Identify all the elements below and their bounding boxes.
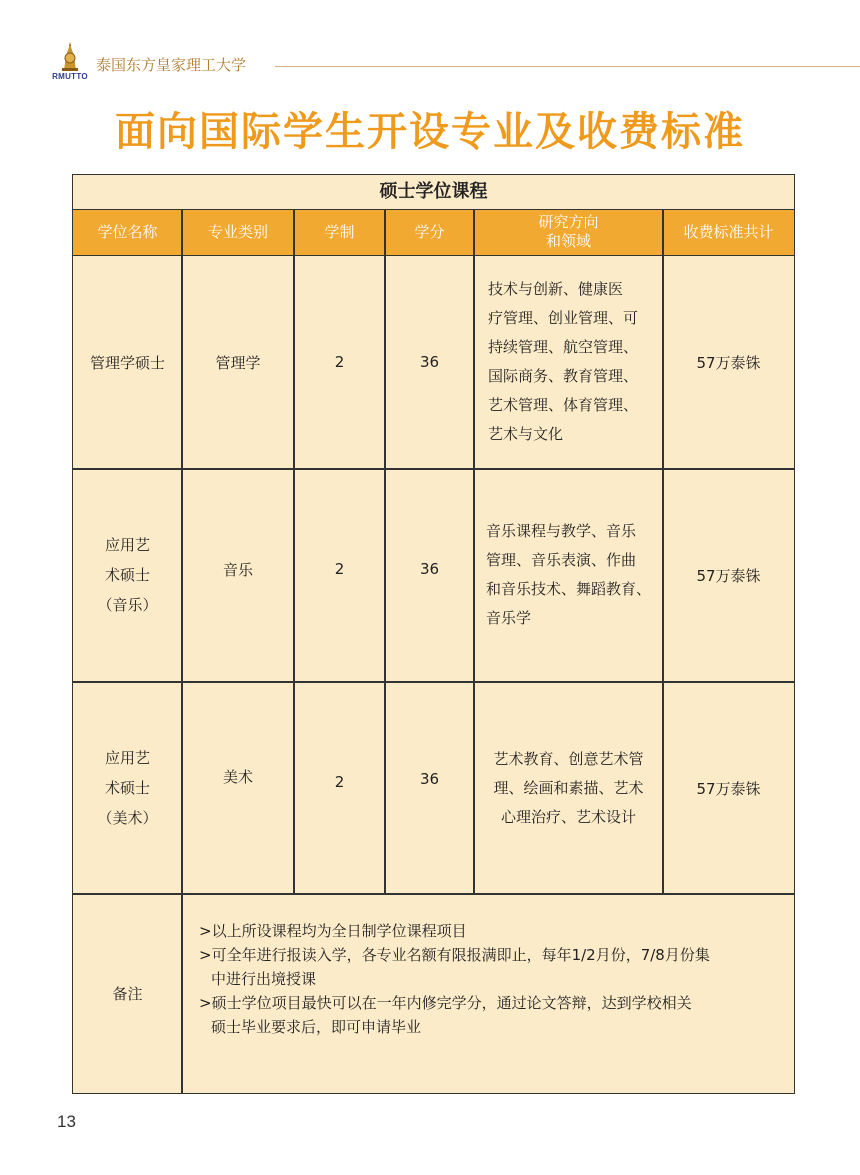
table-cell-degree: 应用艺 术硕士 （音乐）	[97, 536, 158, 614]
page-header	[0, 40, 860, 84]
table-cell-degree: 应用艺 术硕士 （美术）	[97, 749, 158, 827]
direction-line: 艺术与文化	[488, 425, 564, 443]
column-header-directions: 研究方向 和领域	[538, 213, 599, 250]
table-cell-credits: 36	[419, 770, 440, 788]
column-header-credits: 学分	[414, 222, 445, 241]
note-line: >硕士学位项目最快可以在一年内修完学分，通过论文答辩，达到学校相关	[199, 994, 692, 1012]
university-name: 泰国东方皇家理工大学	[96, 56, 247, 74]
table-cell-fee: 57万泰铢	[696, 353, 761, 372]
direction-line: 音乐课程与教学、音乐	[486, 522, 637, 540]
column-header-fee: 收费标准共计	[683, 222, 774, 241]
direction-line: 音乐学	[486, 609, 532, 627]
direction-line: 持续管理、航空管理、	[488, 338, 639, 356]
note-line: >可全年进行报读入学，各专业名额有限报满即止，每年1/2月份，7/8月份集	[199, 946, 710, 964]
notes-text	[199, 919, 779, 1039]
page-title: 面向国际学生开设专业及收费标准	[115, 109, 745, 155]
table-cell-credits: 36	[419, 353, 440, 371]
table-caption: 硕士学位课程	[379, 181, 488, 202]
direction-line: 理、绘画和素描、艺术	[493, 778, 644, 797]
direction-line: 国际商务、教育管理、	[488, 367, 639, 385]
table-cell-duration: 2	[334, 773, 345, 791]
programs-table	[72, 174, 795, 1094]
table-cell-directions	[474, 469, 663, 681]
column-header-degree: 学位名称	[97, 222, 158, 241]
logo-text: RMUTTO	[52, 72, 88, 81]
note-line: 中进行出境授课	[211, 970, 317, 988]
direction-line: 和音乐技术、舞蹈教育、	[486, 580, 652, 598]
table-cell-major: 美术	[222, 767, 253, 786]
direction-line: 艺术教育、创意艺术管	[493, 749, 644, 768]
table-cell-duration: 2	[334, 560, 345, 578]
table-cell-fee: 57万泰铢	[696, 779, 761, 798]
note-line: 硕士毕业要求后，即可申请毕业	[211, 1018, 422, 1036]
table-cell-credits: 36	[419, 560, 440, 578]
direction-line: 疗管理、创业管理、可	[488, 309, 639, 327]
notes-label: 备注	[112, 985, 143, 1003]
direction-line: 技术与创新、健康医	[488, 280, 624, 298]
page-number: 13	[57, 1112, 76, 1131]
crest-icon	[46, 42, 94, 74]
column-header-duration: 学制	[324, 222, 355, 241]
column-header-major: 专业类别	[207, 222, 268, 241]
direction-line: 管理、音乐表演、作曲	[486, 551, 637, 569]
table-cell-major: 音乐	[222, 560, 253, 579]
table-cell-degree: 管理学硕士	[89, 353, 165, 372]
direction-line: 心理治疗、艺术设计	[500, 807, 636, 826]
header-divider	[275, 66, 860, 67]
table-cell-duration: 2	[334, 353, 345, 371]
table-cell-major: 管理学	[215, 353, 261, 372]
note-line: >以上所设课程均为全日制学位课程项目	[199, 922, 467, 940]
university-logo	[46, 42, 94, 82]
table-cell-directions	[474, 682, 663, 894]
direction-line: 艺术管理、体育管理、	[488, 396, 639, 414]
table-cell-directions	[474, 256, 663, 468]
table-cell-fee: 57万泰铢	[696, 566, 761, 585]
